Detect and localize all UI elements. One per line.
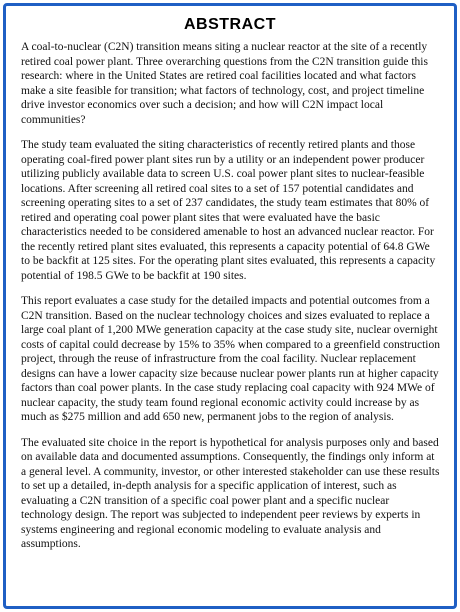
abstract-box <box>3 3 457 609</box>
abstract-paragraph-3: This report evaluates a case study for the detailed impacts and potential outcomes from a C2N transition. Based on the nuclear technology choices and sizes evaluated to replace a large coal plant of 1,200 MWe generation capacity at the case study site, nuclear overnight costs of capital could decrease by 15% to 35% when compared to a greenfield construction project, through the reuse of infrastructure from the coal facility. Nuclear replacement designs can have a lower capacity size because nuclear power plants run at higher capacity factors than coal power plants. In the case study replacing coal capacity with 924 MWe of nuclear capacity, the study team found regional economic activity could increase by as much as $275 million and add 650 new, permanent jobs to the region of analysis. <box>21 295 440 423</box>
abstract-paragraph-4: The evaluated site choice in the report is hypothetical for analysis purposes only and based on available data and documented assumptions. Consequently, the findings only inform at a general level. A community, investor, or other interested stakeholder can use these results to set up a detailed, in-depth analysis for a specific application of interest, such as evaluating a C2N transition of a specific coal power plant and a specific nuclear technology design. The report was subjected to independent peer reviews by experts in systems engineering and regional economic modeling to evaluate analysis and assumptions. <box>21 436 440 550</box>
abstract-title: ABSTRACT <box>184 16 276 33</box>
abstract-body <box>6 40 454 552</box>
abstract-paragraph-2: The study team evaluated the siting characteristics of recently retired plants and those operating coal-fired power plant sites run by a utility or an independent power producer utilizing publicly available data to screen U.S. coal power plant sites to nuclear-feasible locations. After screening all retired coal sites to a set of 157 potential candidates and screening operating sites to a set of 237 candidates, the study team estimates that 80% of retired and operating coal power plant sites that were evaluated have the basic characteristics needed to be considered amenable to host an advanced nuclear reactor. For the recently retired plant sites evaluated, this represents a capacity potential of 64.8 GWe to be backfit at 125 sites. For the operating plant sites evaluated, this represents a capacity potential of 198.5 GWe to be backfit at 190 sites. <box>21 139 436 282</box>
abstract-paragraph-1: A coal-to-nuclear (C2N) transition means siting a nuclear reactor at the site of a recently retired coal power plant. Three overarching questions from the C2N transition guide this research: where in the United States are retired coal facilities located and what factors make a site feasible for transition; what factors of technology, cost, and project timeline drive investor economics over such a decision; and how will C2N impact local communities? <box>21 41 428 126</box>
